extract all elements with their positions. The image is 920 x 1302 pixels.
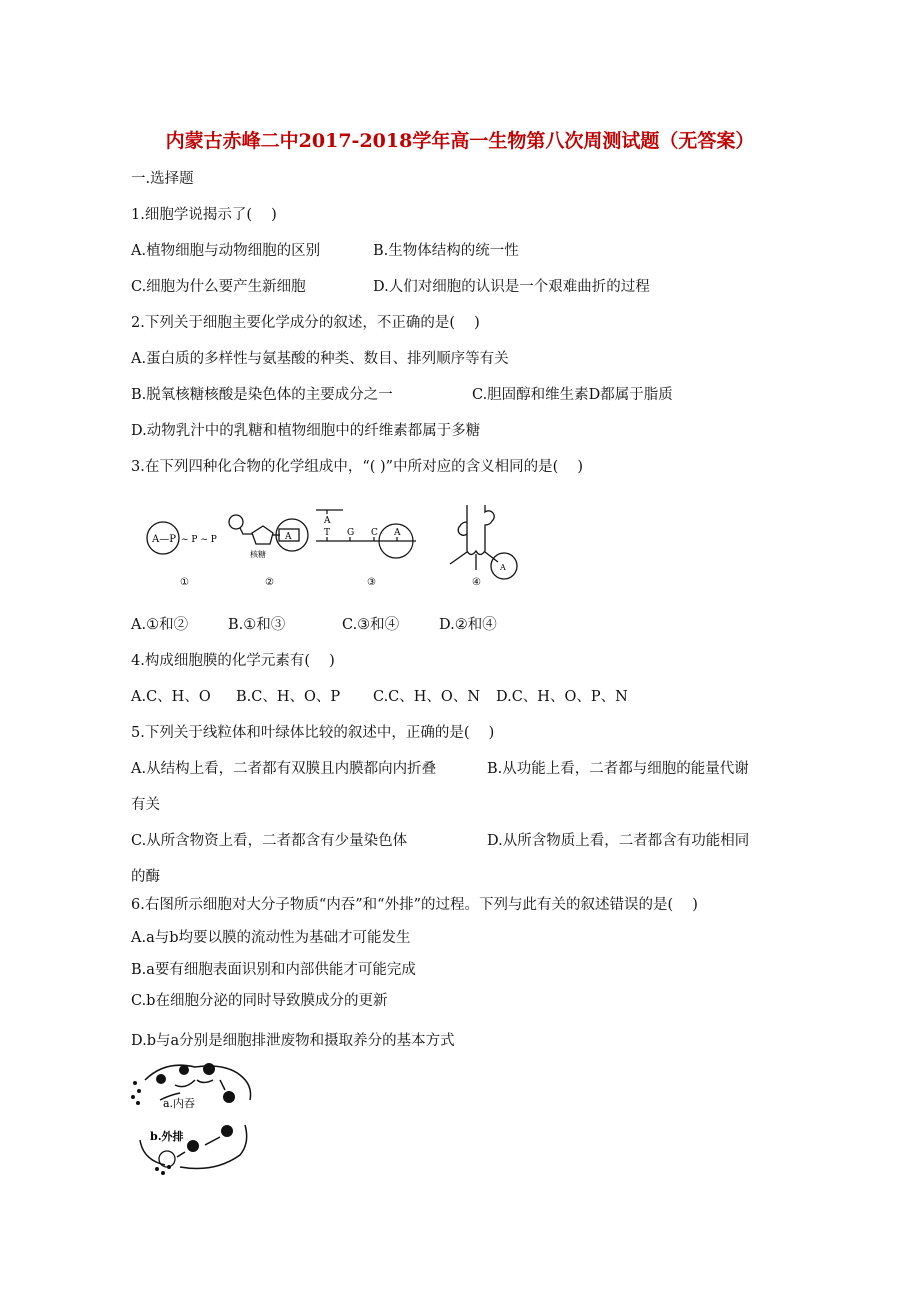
q6-option-d: D.b与a分别是细胞排泄废物和摄取养分的基本方式 — [131, 1033, 455, 1049]
q3-option-c: C.③和④ — [342, 617, 400, 633]
q4-option-c: C.C、H、O、N — [373, 689, 481, 705]
q4-stem: 4.构成细胞膜的化学元素有( ) — [131, 653, 335, 669]
q5-option-b-cont: 有关 — [131, 797, 160, 813]
label-2: ② — [265, 577, 274, 588]
q3-figure — [130, 490, 550, 590]
section-heading: 一.选择题 — [131, 171, 194, 187]
q6-cell-figure — [125, 1055, 265, 1180]
exocytosis-label: b.外排 — [150, 1130, 184, 1143]
q2-option-b: B.脱氧核糖核酸是染色体的主要成分之一 — [131, 387, 393, 403]
q2-option-c: C.胆固醇和维生素D都属于脂质 — [472, 387, 673, 403]
q4-option-d: D.C、H、O、P、N — [496, 689, 628, 705]
q2-option-d: D.动物乳汁中的乳糖和植物细胞中的纤维素都属于多糖 — [131, 423, 481, 439]
figure-nucleotide — [229, 515, 308, 551]
svg-text:T: T — [324, 528, 331, 538]
label-4: ④ — [472, 577, 481, 588]
q1-option-c: C.细胞为什么要产生新细胞 — [131, 279, 306, 295]
q4-option-a: A.C、H、O — [131, 689, 211, 705]
q2-option-a: A.蛋白质的多样性与氨基酸的种类、数目、排列顺序等有关 — [131, 351, 509, 367]
q5-stem: 5.下列关于线粒体和叶绿体比较的叙述中，正确的是( ) — [131, 725, 495, 741]
q3-option-b: B.①和③ — [228, 617, 286, 633]
q3-option-d: D.②和④ — [439, 617, 497, 633]
svg-text:A: A — [394, 528, 401, 538]
svg-text:A: A — [500, 563, 506, 572]
q6-option-a: A.a与b均要以膜的流动性为基础才可能发生 — [131, 930, 411, 946]
q2-stem: 2.下列关于细胞主要化学成分的叙述，不正确的是( ) — [131, 315, 480, 331]
q3-option-a: A.①和② — [131, 617, 189, 633]
q4-option-b: B.C、H、O、P — [236, 689, 341, 705]
ribose-label: 核糖 — [250, 550, 266, 559]
q1-stem: 1.细胞学说揭示了( ) — [131, 207, 277, 223]
figure-trna — [450, 505, 517, 579]
figure-dna — [316, 510, 416, 558]
q6-option-b: B.a要有细胞表面识别和内部供能才可能完成 — [131, 962, 416, 978]
q1-option-b: B.生物体结构的统一性 — [373, 243, 519, 259]
q1-option-a: A.植物细胞与动物细胞的区别 — [131, 243, 321, 259]
q5-option-a: A.从结构上看，二者都有双膜且内膜都向内折叠 — [131, 761, 437, 777]
q5-option-c: C.从所含物资上看，二者都含有少量染色体 — [131, 833, 408, 849]
q6-stem: 6.右图所示细胞对大分子物质“内吞”和“外排”的过程。下列与此有关的叙述错误的是( ) — [131, 897, 698, 913]
q5-option-b: B.从功能上看，二者都与细胞的能量代谢 — [487, 761, 749, 777]
label-3: ③ — [367, 577, 376, 588]
q6-option-c: C.b在细胞分泌的同时导致膜成分的更新 — [131, 993, 388, 1009]
f1-pp: ~ P ~ P — [181, 535, 217, 545]
q3-stem: 3.在下列四种化合物的化学组成中，“( )”中所对应的含义相同的是( ) — [131, 459, 584, 475]
page-title: 内蒙古赤峰二中2017-2018学年高一生物第八次周测试题（无答案） — [165, 130, 755, 152]
svg-text:G: G — [347, 528, 355, 538]
label-1: ① — [180, 577, 189, 588]
f1-ap: A—P — [152, 534, 176, 545]
svg-text:A: A — [285, 532, 292, 542]
svg-text:A: A — [324, 516, 331, 526]
endocytosis-label: a.内吞 — [163, 1097, 196, 1110]
q5-option-d-cont: 的酶 — [131, 869, 160, 885]
q1-option-d: D.人们对细胞的认识是一个艰难曲折的过程 — [373, 279, 650, 295]
q5-option-d: D.从所含物质上看，二者都含有功能相同 — [487, 833, 750, 849]
svg-text:C: C — [371, 528, 378, 538]
